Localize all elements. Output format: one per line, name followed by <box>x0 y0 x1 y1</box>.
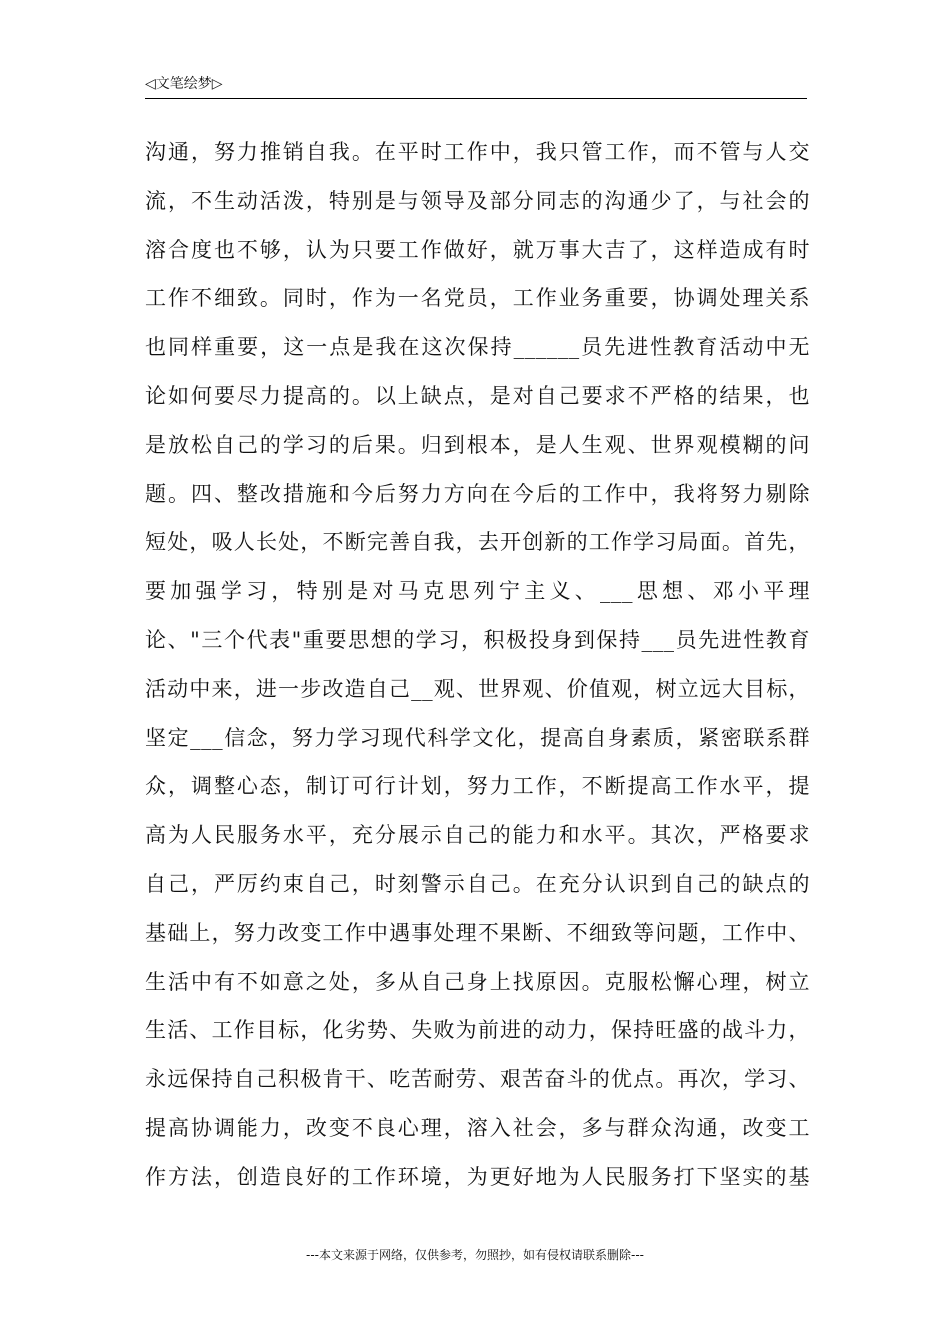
body-line: 也同样重要，这一点是我在这次保持______员先进性教育活动中无 <box>145 335 810 360</box>
header-title: ◁文笔绘梦▷ <box>145 76 223 92</box>
body-line: 沟通，努力推销自我。在平时工作中，我只管工作，而不管与人交 <box>145 140 810 164</box>
body-line: 短处，吸人长处，不断完善自我，去开创新的工作学习局面。首先， <box>145 530 810 555</box>
body-line: 是放松自己的学习的后果。归到根本，是人生观、世界观模糊的问 <box>145 432 810 457</box>
page-footer <box>0 1246 950 1264</box>
body-line: 坚定___信念，努力学习现代科学文化，提高自身素质，紧密联系群 <box>145 725 810 750</box>
body-line: 提高协调能力，改变不良心理，溶入社会，多与群众沟通，改变工 <box>145 1115 810 1140</box>
body-line: 论、"三个代表"重要思想的学习，积极投身到保持___员先进性教育 <box>145 627 810 652</box>
body-line: 题。四、整改措施和今后努力方向在今后的工作中，我将努力剔除 <box>145 481 810 506</box>
body-line: 流，不生动活泼，特别是与领导及部分同志的沟通少了，与社会的 <box>145 188 810 213</box>
body-line: 生活、工作目标，化劣势、失败为前进的动力，保持旺盛的战斗力， <box>145 1018 810 1043</box>
body-line: 自己，严厉约束自己，时刻警示自己。在充分认识到自己的缺点的 <box>145 871 810 896</box>
body-line: 溶合度也不够，认为只要工作做好，就万事大吉了，这样造成有时 <box>145 237 810 262</box>
page-header <box>145 74 807 99</box>
document-body <box>145 133 810 1207</box>
body-line: 永远保持自己积极肯干、吃苦耐劳、艰苦奋斗的优点。再次，学习、 <box>145 1067 810 1092</box>
body-line: 基础上，努力改变工作中遇事处理不果断、不细致等问题，工作中、 <box>145 920 810 945</box>
body-line: 工作不细致。同时，作为一名党员，工作业务重要，协调处理关系 <box>145 286 810 311</box>
body-line: 论如何要尽力提高的。以上缺点，是对自己要求不严格的结果，也 <box>145 383 810 408</box>
footer-disclaimer: ---本文来源于网络，仅供参考，勿照抄，如有侵权请联系删除--- <box>306 1248 644 1262</box>
body-line: 众，调整心态，制订可行计划，努力工作，不断提高工作水平，提 <box>145 774 810 799</box>
body-line: 活动中来，进一步改造自己__观、世界观、价值观，树立远大目标， <box>145 676 810 701</box>
body-line: 要加强学习，特别是对马克思列宁主义、___思想、邓小平理 <box>145 579 810 604</box>
body-line: 高为人民服务水平，充分展示自己的能力和水平。其次，严格要求 <box>145 823 810 848</box>
body-line: 生活中有不如意之处，多从自己身上找原因。克服松懈心理，树立 <box>145 969 810 994</box>
body-line: 作方法，创造良好的工作环境，为更好地为人民服务打下坚实的基 <box>145 1164 810 1189</box>
